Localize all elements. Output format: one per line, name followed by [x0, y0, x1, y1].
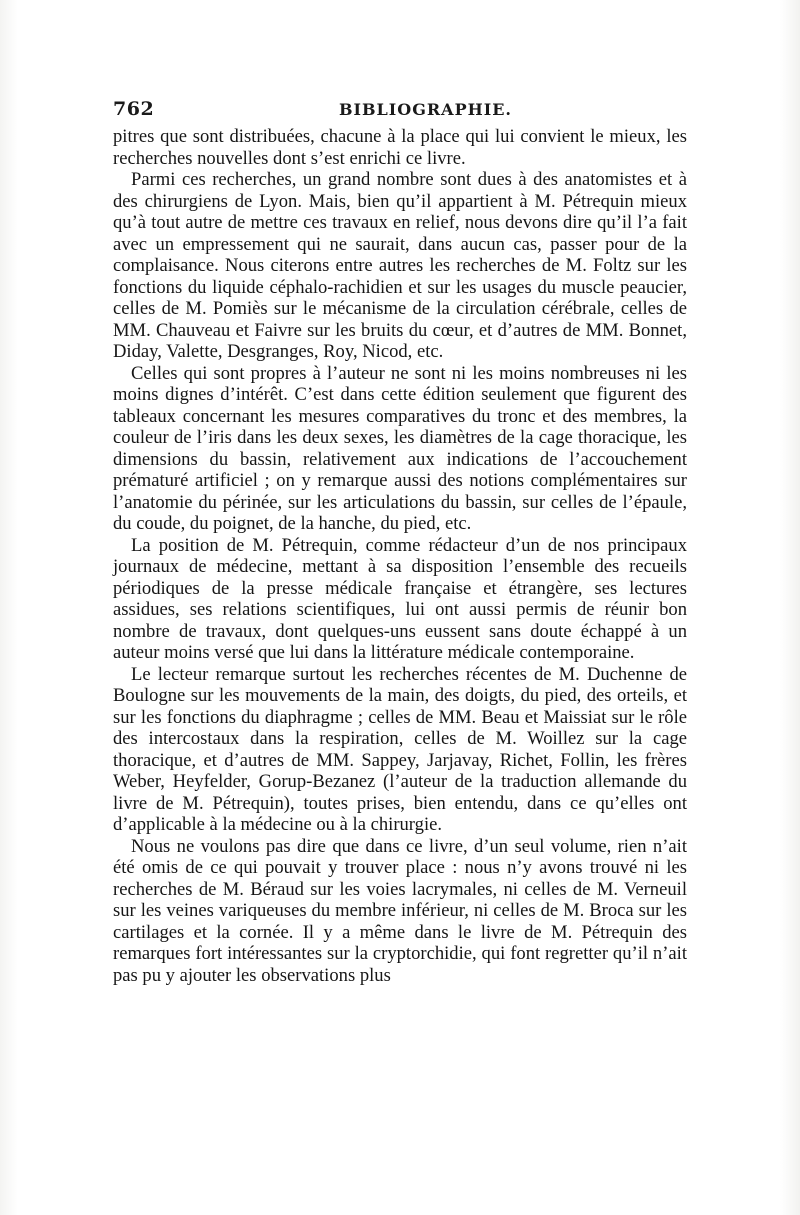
paragraph: Le lecteur remarque surtout les recherches récentes de M. Duchenne de Boulogne sur les mouvements de la main, des doigts, du pied, des orteils, et sur les fonctions du diaphragme ; celles de MM. Beau et Maissiat sur le rôle des intercostaux dans la respiration, celles de M. Woillez sur la cage thoracique, et d’autres de MM. Sappey, Jarjavay, Richet, Follin, les frères Weber, Heyfelder, Gorup-Bezanez (l’auteur de la traduction allemande du livre de M. Pétrequin), toutes prises, bien entendu, dans ce qu’elles ont d’applicable à la médecine ou à la chirurgie.: [113, 663, 687, 835]
body-text: [113, 126, 687, 986]
running-head: BIBLIOGRAPHIE.: [339, 100, 512, 119]
page-header: [113, 98, 687, 122]
paragraph: Parmi ces recherches, un grand nombre sont dues à des anatomistes et à des chirurgiens de Lyon. Mais, bien qu’il appartient à M. Pétrequin mieux qu’à tout autre de mettre ces travaux en relief, nous devons dire qu’il l’a fait avec un empressement qui ne saurait, dans aucun cas, passer pour de la complaisance. Nous citerons entre autres les recherches de M. Foltz sur les fonctions du liquide céphalo-rachidien et sur les usages du muscle peaucier, celles de M. Pomiès sur le mécanisme de la circulation cérébrale, celles de MM. Chauveau et Faivre sur les bruits du cœur, et d’autres de MM. Bonnet, Diday, Valette, Desgranges, Roy, Nicod, etc.: [113, 169, 687, 362]
page-number: 762: [113, 98, 155, 120]
paragraph: La position de M. Pétrequin, comme rédacteur d’un de nos principaux journaux de médecine, mettant à sa disposition l’ensemble des recueils périodiques de la presse médicale française et étrangère, ses lectures assidues, ses relations scientifiques, lui ont aussi permis de réunir bon nombre de travaux, dont quelques-uns eussent sans doute échappé à un auteur moins versé que lui dans la littérature médicale contemporaine.: [113, 534, 687, 663]
paragraph: Nous ne voulons pas dire que dans ce livre, d’un seul volume, rien n’ait été omis de ce qui pouvait y trouver place : nous n’y avons trouvé ni les recherches de M. Béraud sur les voies lacrymales, ni celles de M. Verneuil sur les veines variqueuses du membre inférieur, ni celles de M. Broca sur les cartilages et la cornée. Il y a même dans le livre de M. Pétrequin des remarques fort intéressantes sur la cryptorchidie, qui font regretter qu’il n’ait pas pu y ajouter les observations plus: [113, 835, 687, 986]
paragraph: Celles qui sont propres à l’auteur ne sont ni les moins nombreuses ni les moins dignes d’intérêt. C’est dans cette édition seulement que figurent des tableaux concernant les mesures comparatives du tronc et des membres, la couleur de l’iris dans les deux sexes, les diamètres de la cage thoracique, les dimensions du bassin, relativement aux indications de l’accouchement prématuré artificiel ; on y remarque aussi des notions complémentaires sur l’anatomie du périnée, sur les articulations du bassin, sur celles de l’épaule, du coude, du poignet, de la hanche, du pied, etc.: [113, 362, 687, 534]
paragraph-continuation: pitres que sont distribuées, chacune à la place qui lui convient le mieux, les recherches nouvelles dont s’est enrichi ce livre.: [113, 126, 687, 169]
